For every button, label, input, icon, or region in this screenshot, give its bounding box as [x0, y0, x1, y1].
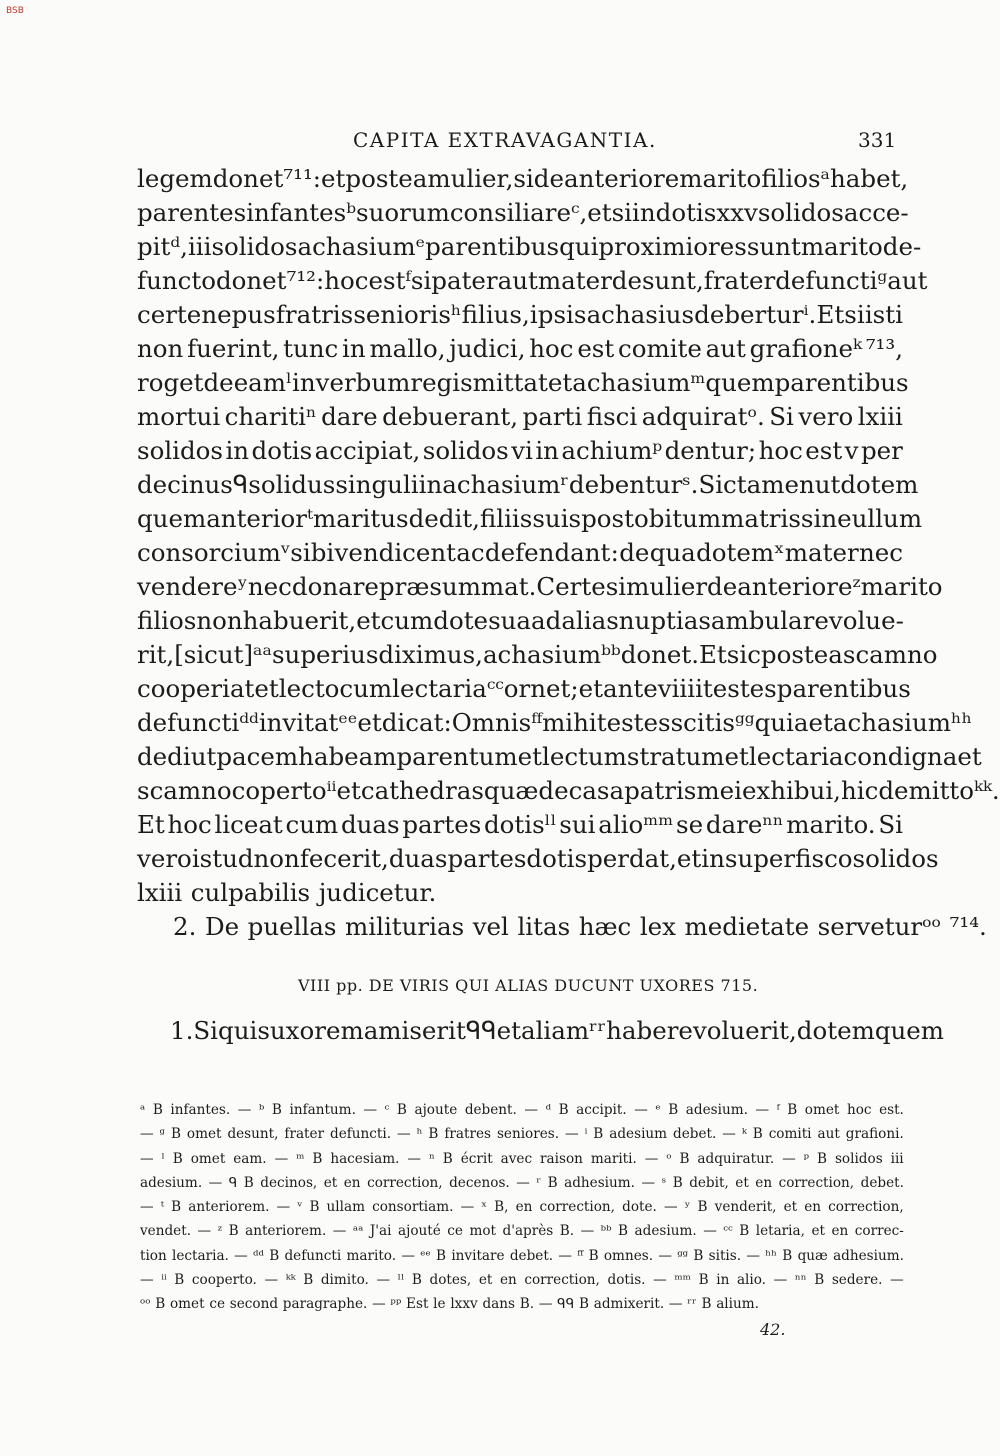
footnote-line: — ˡ B omet eam. — ᵐ B hacesiam. — ⁿ B écrit avec raison mariti. — ᵒ B adquiratur. — ᵖ B solidos iii — [140, 1150, 904, 1167]
text-line: legem donet⁷¹¹ : et postea mulier, si de anteriore marito filiosᵃ habet, — [137, 164, 909, 193]
text-line: dedi ut pacem habeam parentum et lectum stratum et lectaria condigna et — [137, 742, 982, 771]
text-line: roget de eamˡ in verbum regis mittat et achasiumᵐ quem parentibus — [137, 368, 909, 397]
text-line: certe nepus fratris seniorisʰ filius, ipsis achasius deberturⁱ. Et si isti — [137, 300, 903, 329]
text-line: decinusᑫ solidus singuli in achasiumʳ debenturˢ. Sic tamen ut dotem — [137, 470, 919, 499]
footnotes — [140, 1098, 904, 1317]
footnote-line: adesium. — ᑫ B decinos, et en correction, decenos. — ʳ B adhesium. — ˢ B debit, et en correction, debet. — [140, 1174, 904, 1191]
footnote-line: — ⁱⁱ B cooperto. — ᵏᵏ B dimito. — ˡˡ B dotes, et en correction, dotis. — ᵐᵐ B in alio. — ⁿⁿ B sedere. — — [140, 1272, 904, 1289]
text-line: filios non habuerit, et cum dote sua ad alias nuptias ambulare volue- — [137, 606, 904, 635]
text-line: mortui charitiⁿ dare debuerant, parti fisci adquiratᵒ. Si vero lxiii — [137, 402, 903, 431]
text-line: pitᵈ, iii solidos achasiumᵉ parentibus qui proximiores sunt marito de- — [137, 232, 922, 261]
text-line: rit, [sicut]ᵃᵃ superius diximus, achasiumᵇᵇ donet. Et sic postea scamno — [137, 640, 938, 669]
footnote-line: ᵃ B infantes. — ᵇ B infantum. — ᶜ B ajoute debent. — ᵈ B accipit. — ᵉ B adesium. — ᶠ B omet hoc est. — [140, 1102, 904, 1118]
library-stamp: BSB — [6, 6, 24, 16]
footnote-line: tion lectaria. — ᵈᵈ B defuncti marito. — ᵉᵉ B invitare debet. — ᶠᶠ B omnes. — ᵍᵍ B sitis. — ʰʰ B quæ adhesium. — [140, 1247, 904, 1264]
section-heading: VIII pp. DE VIRIS QUI ALIAS DUCUNT UXORES 715. — [298, 976, 759, 995]
text-line: lxiii culpabilis judicetur. — [137, 878, 437, 907]
footnote-line: vendet. — ᶻ B anteriorem. — ᵃᵃ J'ai ajouté ce mot d'après B. — ᵇᵇ B adesium. — ᶜᶜ B letaria, et en correc- — [140, 1223, 904, 1240]
footnote-line: ᵒᵒ B omet ce second paragraphe. — ᵖᵖ Est le lxxv dans B. — ᑫᑫ B admixerit. — ʳʳ B alium. — [140, 1296, 759, 1313]
text-line: vendereʸ nec donare præsummat. Certe si mulier de anterioreᶻ marito — [137, 572, 943, 601]
running-title: CAPITA EXTRAVAGANTIA. — [353, 128, 657, 152]
text-line: vero istud non fecerit, duas partes dotis perdat, et insuper fisco solidos — [137, 844, 939, 873]
running-header — [0, 128, 1000, 162]
text-line: cooperiat et lecto cum lectariaᶜᶜ ornet; et ante viiii testes parentibus — [137, 674, 911, 703]
main-text — [137, 162, 1000, 944]
text-line: parentes infantesᵇ suorum consiliareᶜ, et si in dotis xxv solidos acce- — [137, 198, 909, 227]
text-line: solidos in dotis accipiat, solidos vi in achiumᵖ dentur; hoc est v per — [137, 436, 903, 465]
text-line: Et hoc liceat cum duas partes dotisˡˡ sui alioᵐᵐ se dareⁿⁿ marito. Si — [137, 810, 903, 839]
text-line: quem anteriorᵗ maritus dedit, filiis suis post obitum matris sine ullum — [137, 504, 923, 533]
footnote-line: — ᵍ B omet desunt, frater defuncti. — ʰ B fratres seniores. — ⁱ B adesium debet. — ᵏ B comiti aut grafioni. — [140, 1126, 904, 1143]
text-line: scamno copertoⁱⁱ et cathedras quæ de casa patris mei exhibui, hic demittoᵏᵏ. — [137, 776, 1000, 805]
text-line: non fuerint, tunc in mallo, judici, hoc est comite aut grafioneᵏ ⁷¹³, — [137, 334, 903, 363]
signature-mark: 42. — [760, 1320, 786, 1339]
text-line: consorciumᵛ sibi vendicent ac defendant : de qua dotemˣ mater nec — [137, 538, 903, 567]
section-first-line: 1. Si quis uxorem amiseritᑫᑫ et aliamʳʳ habere voluerit, dotem quem — [170, 1016, 945, 1045]
footnote-line: — ᵗ B anteriorem. — ᵛ B ullam consortiam. — ˣ B, en correction, dote. — ʸ B venderit, et en correction, — [140, 1199, 904, 1216]
text-line: functo donet⁷¹² : hoc estᶠ si pater aut mater desunt, frater defunctiᵍ aut — [137, 266, 928, 295]
page-number: 331 — [858, 128, 897, 152]
text-line: defunctiᵈᵈ invitatᵉᵉ et dicat : Omnisᶠᶠ mihi testes scitisᵍᵍ quia et achasiumʰʰ — [137, 708, 973, 737]
text-line: 2. De puellas militurias vel litas hæc lex medietate serveturᵒᵒ ⁷¹⁴. — [173, 912, 987, 941]
